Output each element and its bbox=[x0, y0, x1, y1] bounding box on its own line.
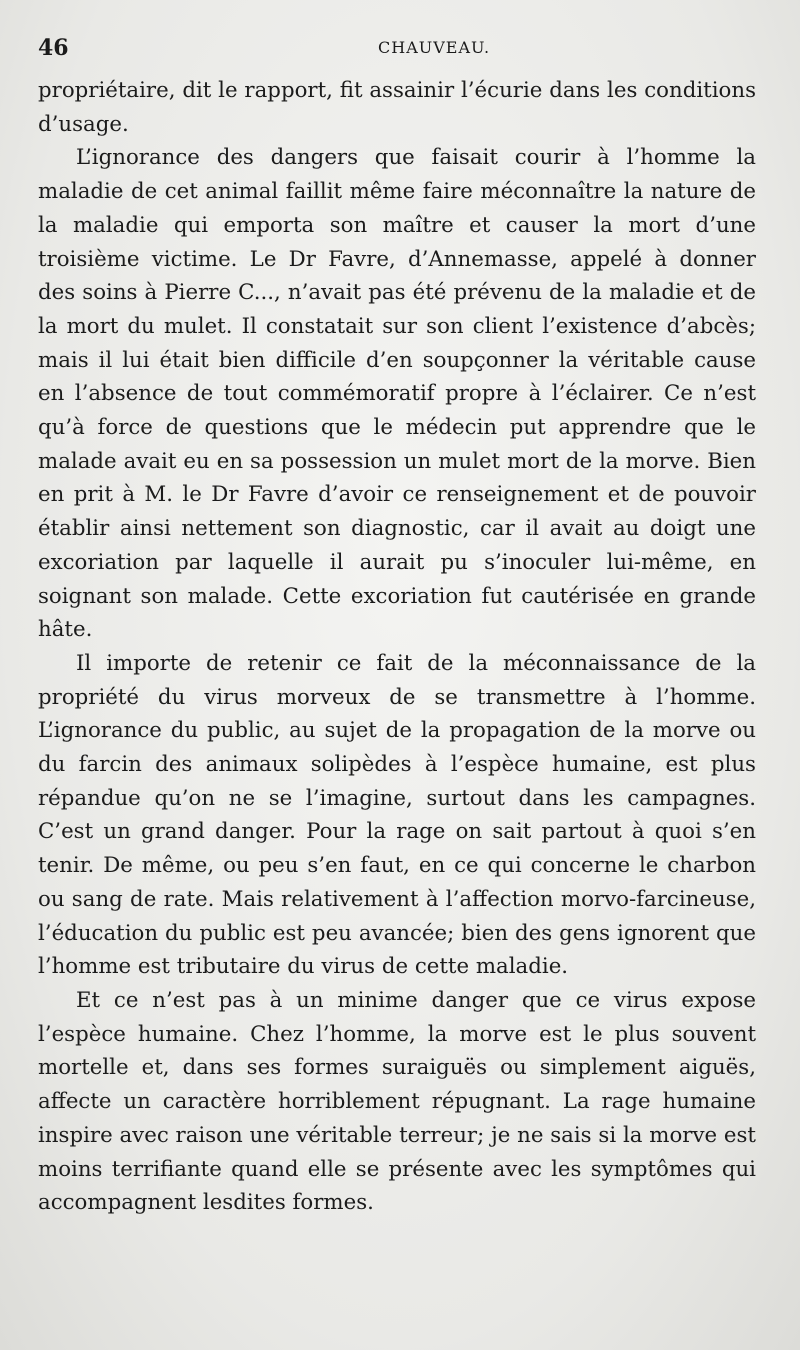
page-number: 46 bbox=[38, 35, 69, 61]
body-text bbox=[38, 74, 756, 1220]
paragraph: Et ce n’est pas à un minime danger que ce virus expose l’espèce humaine. Chez l’homme, la morve est le plus souvent mortelle et, dans ses formes suraiguës ou simplement aiguës, affecte un caractère horriblement répugnant. La rage humaine inspire avec raison une véritable terreur; je ne sais si la morve est moins terrifiante quand elle se présente avec les symptômes qui accompagnent lesdites formes. bbox=[38, 987, 756, 1216]
running-header bbox=[38, 28, 756, 74]
running-title: CHAUVEAU. bbox=[378, 38, 491, 57]
paragraph: Il importe de retenir ce fait de la méconnaissance de la propriété du virus morveux de se transmettre à l’homme. L’ignorance du public, au sujet de la propagation de la morve ou du farcin des animaux solipèdes à l’espèce humaine, est plus répandue qu’on ne se l’imagine, surtout dans les campagnes. C’est un grand danger. Pour la rage on sait partout à quoi s’en tenir. De même, ou peu s’en faut, en ce qui concerne le charbon ou sang de rate. Mais relativement à l’affection morvo-farcineuse, l’éducation du public est peu avancée; bien des gens ignorent que l’homme est tributaire du virus de cette maladie. bbox=[38, 650, 756, 980]
paragraph-continuation: propriétaire, dit le rapport, fit assainir l’écurie dans les conditions d’usage. bbox=[38, 78, 756, 137]
paragraph: L’ignorance des dangers que faisait courir à l’homme la maladie de cet animal faillit même faire méconnaître la nature de la maladie qui emporta son maître et causer la mort d’une troisième victime. Le Dr Favre, d’Annemasse, appelé à donner des soins à Pierre C..., n’avait pas été prévenu de la maladie et de la mort du mulet. Il constatait sur son client l’existence d’abcès; mais il lui était bien difficile d’en soupçonner la véritable cause en l’absence de tout commémoratif propre à l’éclairer. Ce n’est qu’à force de questions que le médecin put apprendre que le malade avait eu en sa possession un mulet mort de la morve. Bien en prit à M. le Dr Favre d’avoir ce renseignement et de pouvoir établir ainsi nettement son diagnostic, car il avait au doigt une excoriation par laquelle il aurait pu s’inoculer lui-même, en soignant son malade. Cette excoriation fut cautérisée en grande hâte. bbox=[38, 145, 756, 643]
